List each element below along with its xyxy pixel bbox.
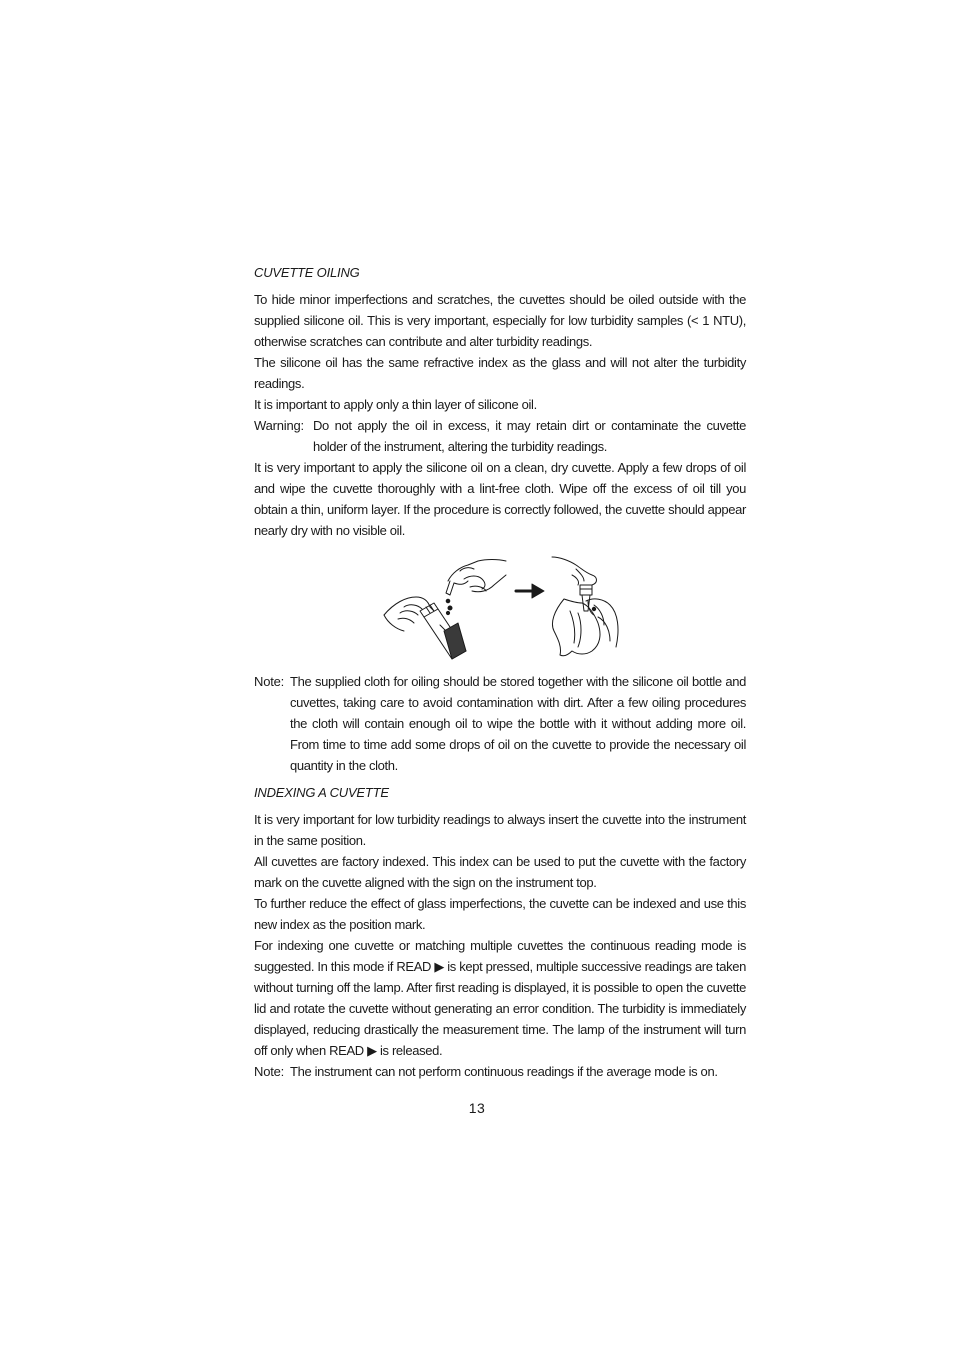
indexing-note-separator: : (280, 1064, 284, 1079)
oiling-illustration (254, 551, 746, 663)
oiling-paragraph-1: To hide minor imperfections and scratches, the cuvettes should be oiled outside with the supplied silicone oil. This is very important, especially for low turbidity samples (< 1 NTU), otherwise scratches can contribute and alter turbidity readings. (254, 292, 746, 349)
indexing-paragraph-3: To further reduce the effect of glass imperfections, the cuvette can be indexed and use this new index as the position mark. (254, 896, 746, 932)
indexing-paragraph-1: It is very important for low turbidity readings to always insert the cuvette into the instrument in the same position. (254, 812, 746, 848)
warning-separator: : (300, 418, 304, 433)
oiling-note-separator: : (280, 674, 284, 689)
oiling-paragraph-4: It is very important to apply the silicone oil on a clean, dry cuvette. Apply a few drops of oil and wipe the cuvette thoroughly with a lint-free cloth. Wipe off the excess of oil till you obtain a thin, uniform layer. If the procedure is correctly followed, the cuvette should appear nearly dry with no visible oil. (254, 460, 746, 538)
indexing-note-label: Note (254, 1064, 281, 1079)
section-heading-cuvette-oiling: CUVETTE OILING (254, 265, 360, 280)
oiling-note-block (254, 671, 746, 776)
indexing-paragraph-4-part-b: is kept pressed, multiple successive readings are taken without turning off the lamp. After first reading is displayed, it is possible to open the cuvette lid and rotate the cuvette without generating an error condition. The turbidity is immediately displayed, reducing drastically the measurement time. The lamp of the instrument will turn off only when (254, 959, 746, 1058)
indexing-paragraph-4 (254, 935, 746, 1061)
warning-label: Warning (254, 418, 301, 433)
indexing-paragraph-2: All cuvettes are factory indexed. This index can be used to put the cuvette with the factory mark on the cuvette aligned with the sign on the instrument top. (254, 854, 746, 890)
oiling-paragraph-2: The silicone oil has the same refractive index as the glass and will not alter the turbidity readings. (254, 355, 746, 391)
indexing-paragraph-4-part-a: For indexing one cuvette or matching multiple cuvettes the continuous reading mode is suggested. In this mode if (254, 938, 746, 974)
read-key-label: READ ▶ (396, 959, 444, 974)
page-number: 13 (468, 1100, 486, 1116)
page-content (254, 262, 746, 1082)
indexing-note-block (254, 1061, 746, 1082)
oiling-note-text: The supplied cloth for oiling should be stored together with the silicone oil bottle and cuvettes, taking care to avoid contamination with dirt. After a few oiling procedures the cloth will contain enough oil to wipe the bottle with it without adding more oil. From time to time add some drops of oil on the cuvette to provide the necessary oil quantity in the cloth. (290, 674, 746, 773)
oiling-note-label-group (254, 671, 290, 692)
oiling-paragraph-3: It is important to apply only a thin layer of silicone oil. (254, 397, 537, 412)
indexing-paragraph-4-part-c: is released. (376, 1043, 443, 1058)
indexing-note-label-group (254, 1061, 290, 1082)
section-heading-indexing-a-cuvette: INDEXING A CUVETTE (254, 785, 389, 800)
oiling-illustration-drawing (254, 551, 746, 663)
oiling-note-label: Note (254, 674, 281, 689)
read-key-label-2: READ ▶ (329, 1043, 377, 1058)
warning-block (254, 415, 746, 457)
warning-label-group (254, 415, 313, 436)
warning-text: Do not apply the oil in excess, it may retain dirt or contaminate the cuvette holder of the instrument, altering the turbidity readings. (313, 418, 746, 454)
indexing-note-text: The instrument can not perform continuous readings if the average mode is on. (290, 1064, 718, 1079)
